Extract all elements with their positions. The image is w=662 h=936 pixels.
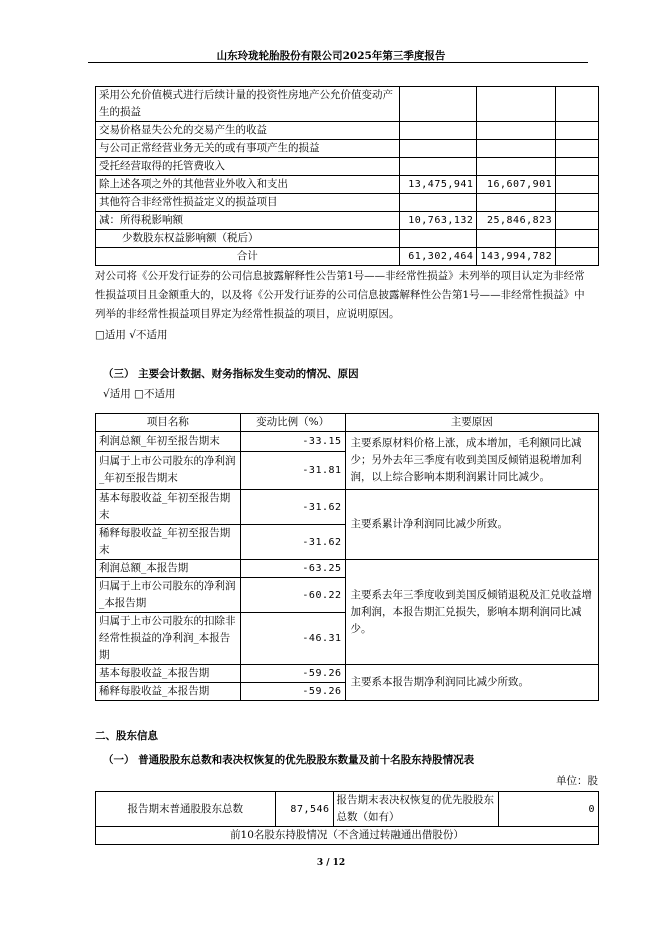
common-shareholders-count: 87,546	[275, 792, 333, 827]
row-label: 交易价格显失公允的交易产生的收益	[96, 122, 400, 140]
reason-header: 主要原因	[345, 414, 598, 432]
section3-title: （三） 主要会计数据、财务指标发生变动的情况、原因	[103, 368, 359, 380]
unit-label: 单位：股	[556, 775, 598, 787]
table-row	[96, 212, 599, 230]
item-name: 归属于上市公司股东的净利润_年初至报告期末	[96, 451, 241, 489]
note-applicability: □适用 √不适用	[95, 329, 168, 341]
ytd-value	[477, 158, 556, 176]
item-name: 归属于上市公司股东的净利润_本报告期	[96, 578, 241, 613]
part2-title: 二、股东信息	[95, 730, 158, 742]
preferred-shareholders-label: 报告期末表决权恢复的优先股股东总数（如有）	[333, 792, 499, 827]
table-row	[96, 158, 599, 176]
table-row-total	[96, 248, 599, 266]
preferred-shareholders-count: 0	[499, 792, 599, 827]
change-ratio: -31.62	[240, 490, 345, 525]
row-label: 受托经营取得的托管费收入	[96, 158, 400, 176]
change-ratio: -59.26	[240, 665, 345, 683]
table-row	[96, 432, 599, 452]
description-cell	[556, 248, 599, 266]
description-cell	[556, 212, 599, 230]
common-shareholders-label: 报告期末普通股股东总数	[96, 792, 276, 827]
item-name: 稀释每股收益_年初至报告期末	[96, 525, 241, 560]
page-number: 3 / 12	[316, 858, 346, 868]
item-name: 归属于上市公司股东的扣除非经常性损益的净利润_本报告期	[96, 613, 241, 665]
description-cell	[556, 230, 599, 248]
section3-applicability: √适用 □不适用	[103, 388, 176, 400]
description-cell	[556, 158, 599, 176]
current-period-value	[399, 87, 477, 122]
reason-cell: 主要系累计净利润同比减少所致。	[345, 490, 598, 560]
top10-shareholders-heading: 前10名股东持股情况（不含通过转融通出借股份）	[96, 827, 599, 845]
item-name: 利润总额_本报告期	[96, 560, 241, 578]
description-cell	[556, 194, 599, 212]
ytd-value: 25,846,823	[477, 212, 556, 230]
shareholder-table	[95, 791, 599, 845]
part2-subtitle: （一） 普通股股东总数和表决权恢复的优先股股东数量及前十名股东持股情况表	[103, 754, 475, 766]
total-label: 合计	[96, 248, 400, 266]
table-row	[96, 792, 599, 827]
ytd-value	[477, 87, 556, 122]
item-name: 基本每股收益_本报告期	[96, 665, 241, 683]
item-header: 项目名称	[96, 414, 241, 432]
key-changes-table	[95, 413, 599, 701]
ytd-value	[477, 122, 556, 140]
description-cell	[556, 122, 599, 140]
table-row	[96, 665, 599, 683]
item-name: 利润总额_年初至报告期末	[96, 432, 241, 452]
item-name: 稀释每股收益_本报告期	[96, 683, 241, 701]
table-row	[96, 827, 599, 845]
table-row	[96, 560, 599, 578]
note-paragraph: 对公司将《公开发行证券的公司信息披露解释性公告第1号——非经常性损益》未列举的项目认定为非经常性损益项目且金额重大的，以及将《公开发行证券的公司信息披露解释性公告第1号——非经常性损益》中列举的非经常性损益项目界定为经常性损益的项目，应说明原因。	[95, 270, 585, 320]
reason-cell: 主要系原材料价格上涨，成本增加，毛利额同比减少；另外去年三季度有收到美国反倾销退税增加利润，以上综合影响本期利润累计同比减少。	[345, 432, 598, 490]
table-row	[96, 122, 599, 140]
current-period-value	[399, 122, 477, 140]
ytd-value	[477, 194, 556, 212]
ytd-value	[477, 230, 556, 248]
current-period-value	[399, 194, 477, 212]
current-period-total: 61,302,464	[399, 248, 477, 266]
current-period-value	[399, 140, 477, 158]
row-label: 减：所得税影响额	[96, 212, 400, 230]
current-period-value	[399, 230, 477, 248]
table-row	[96, 194, 599, 212]
change-ratio: -31.81	[240, 451, 345, 489]
table-row	[96, 87, 599, 122]
table-header-row	[96, 414, 599, 432]
current-period-value	[399, 158, 477, 176]
table-row	[96, 230, 599, 248]
reason-cell: 主要系本报告期净利润同比减少所致。	[345, 665, 598, 701]
page-header: 山东玲珑轮胎股份有限公司2025年第三季度报告	[216, 50, 446, 62]
header-divider	[88, 62, 588, 63]
item-name: 基本每股收益_年初至报告期末	[96, 490, 241, 525]
change-ratio: -31.62	[240, 525, 345, 560]
change-ratio: -33.15	[240, 432, 345, 452]
description-cell	[556, 140, 599, 158]
ytd-value	[477, 140, 556, 158]
current-period-value: 13,475,941	[399, 176, 477, 194]
ytd-value: 16,607,901	[477, 176, 556, 194]
change-ratio: -46.31	[240, 613, 345, 665]
table-row	[96, 490, 599, 525]
ratio-header: 变动比例（%）	[240, 414, 345, 432]
row-label: 少数股东权益影响额（税后）	[96, 230, 400, 248]
change-ratio: -60.22	[240, 578, 345, 613]
row-label: 采用公允价值模式进行后续计量的投资性房地产公允价值变动产生的损益	[96, 87, 400, 122]
description-cell	[556, 176, 599, 194]
change-ratio: -59.26	[240, 683, 345, 701]
row-label: 与公司正常经营业务无关的或有事项产生的损益	[96, 140, 400, 158]
table-row	[96, 176, 599, 194]
row-label: 除上述各项之外的其他营业外收入和支出	[96, 176, 400, 194]
table-row	[96, 140, 599, 158]
reason-cell: 主要系去年三季度收到美国反倾销退税及汇兑收益增加利润，本报告期汇兑损失，影响本期利润同比减少。	[345, 560, 598, 665]
description-cell	[556, 87, 599, 122]
row-label: 其他符合非经常性损益定义的损益项目	[96, 194, 400, 212]
nonrecurring-items-table	[95, 86, 599, 266]
current-period-value: 10,763,132	[399, 212, 477, 230]
ytd-total: 143,994,782	[477, 248, 556, 266]
change-ratio: -63.25	[240, 560, 345, 578]
